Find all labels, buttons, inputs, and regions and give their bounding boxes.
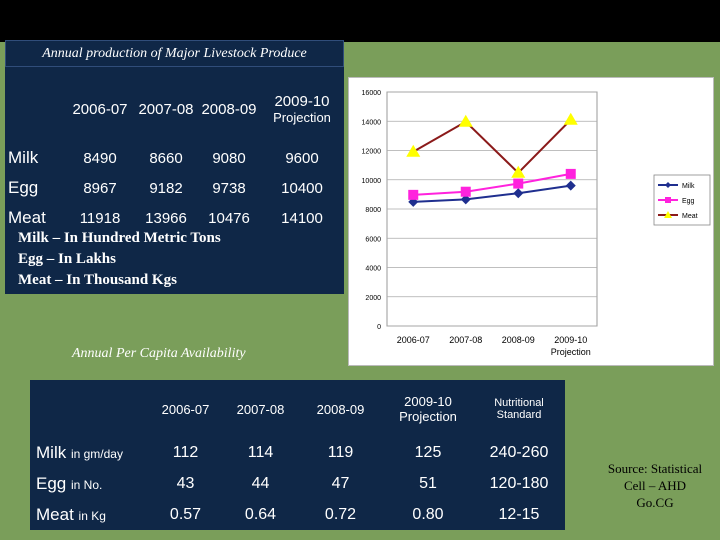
y-tick-label: 12000 [361, 148, 381, 156]
per-capita-header-row [30, 380, 565, 438]
cell: 10400 [281, 179, 323, 197]
pc-header-nutritional-standard [473, 380, 565, 438]
cell: 51 [419, 474, 437, 492]
x-tick-label: 2009-10 [554, 335, 588, 345]
header-2006-07: 2006-07 [72, 100, 128, 118]
pc-header-nutritional: Nutritional [494, 397, 544, 409]
header-2008-09: 2008-09 [201, 100, 257, 118]
pc-header-2006-07: 2006-07 [161, 401, 210, 417]
pc-unit-milk: in gm/day [70, 447, 123, 462]
source-line-2: Cell – AHD [623, 478, 687, 493]
table-row [30, 499, 565, 530]
unit-milk: Milk – In Hundred Metric Tons [18, 230, 221, 246]
pc-row-label-egg: Egg in No. [36, 473, 103, 493]
top-title-bar [0, 0, 720, 42]
pc-header-2009-10 [383, 380, 473, 438]
source-line-1: Source: Statistical [607, 461, 703, 476]
table-row [30, 438, 565, 469]
source-note [582, 460, 720, 511]
y-tick-label: 10000 [361, 177, 381, 185]
cell: 13966 [145, 209, 187, 227]
unit-egg: Egg – In Lakhs [18, 251, 116, 267]
legend-label-meat: Meat [682, 213, 698, 220]
per-capita-table [30, 380, 565, 530]
cell: 8967 [83, 179, 117, 197]
row-label-meat: Meat [8, 208, 46, 227]
legend-label-egg: Egg [682, 198, 695, 205]
header-2009-10-year: 2009-10 [274, 93, 330, 110]
y-tick-label: 2000 [365, 294, 381, 302]
units-note [18, 228, 221, 291]
row-label-egg: Egg [8, 178, 39, 197]
table-row [5, 173, 345, 203]
production-panel [5, 67, 344, 294]
pc-header-standard: Standard [496, 409, 542, 421]
data-point-egg [408, 190, 418, 200]
per-capita-title: Annual Per Capita Availability [72, 346, 246, 361]
cell: 43 [176, 474, 195, 492]
y-tick-label: 4000 [365, 265, 381, 273]
cell: 11918 [79, 209, 121, 227]
data-point-egg [513, 179, 523, 189]
cell: 120-180 [489, 474, 549, 492]
data-point-egg [461, 187, 471, 197]
cell: 12-15 [498, 505, 540, 523]
cell: 0.72 [324, 505, 357, 523]
cell: 112 [172, 444, 199, 462]
per-capita-panel [30, 380, 565, 530]
pc-header-2008-09: 2008-09 [316, 401, 365, 417]
pc-header-2009-10-year: 2009-10 [404, 394, 452, 409]
source-line-3: Go.CG [636, 495, 674, 510]
header-projection: Projection [273, 110, 331, 125]
production-title: Annual production of Major Livestock Produce [5, 40, 344, 67]
x-tick-sublabel: Projection [550, 347, 591, 357]
cell: 0.57 [169, 505, 202, 523]
corner-cell [30, 380, 148, 438]
cell: 10476 [208, 209, 250, 227]
data-point-egg [566, 169, 576, 179]
table-row [5, 143, 345, 173]
pc-unit-egg: in No. [70, 477, 103, 492]
header-2007-08: 2007-08 [138, 100, 194, 118]
cell: 0.80 [412, 505, 444, 523]
pc-header-2007-08: 2007-08 [236, 401, 285, 417]
cell: 240-260 [489, 444, 549, 462]
y-tick-label: 6000 [365, 236, 381, 244]
y-tick-label: 16000 [361, 90, 381, 97]
production-table [5, 75, 345, 233]
unit-meat: Meat – In Thousand Kgs [18, 272, 177, 288]
cell: 125 [414, 444, 442, 462]
cell: 114 [247, 444, 274, 462]
pc-unit-meat: in Kg [78, 508, 106, 523]
header-2009-10 [259, 75, 345, 143]
y-tick-label: 0 [377, 324, 381, 331]
x-tick-label: 2007-08 [449, 335, 483, 345]
cell: 47 [331, 474, 350, 492]
cell: 9080 [212, 149, 246, 167]
cell: 8490 [83, 149, 117, 167]
legend-marker-egg [665, 197, 671, 203]
cell: 9738 [212, 179, 246, 197]
cell: 14100 [281, 209, 323, 227]
x-tick-label: 2008-09 [501, 335, 535, 345]
cell: 119 [327, 444, 354, 462]
table-row [30, 469, 565, 500]
cell: 9182 [149, 179, 183, 197]
cell: 9600 [285, 149, 319, 167]
line-chart-svg [349, 78, 713, 365]
cell: 8660 [149, 149, 183, 167]
pc-header-projection: Projection [399, 409, 457, 424]
legend-label-milk: Milk [682, 183, 695, 190]
x-tick-label: 2006-07 [396, 335, 430, 345]
production-chart [348, 77, 714, 366]
y-tick-label: 8000 [365, 207, 381, 214]
row-label-milk: Milk [8, 148, 39, 167]
pc-row-label-meat: Meat in Kg [36, 504, 106, 524]
cell: 0.64 [244, 505, 277, 523]
y-tick-label: 14000 [361, 119, 381, 127]
corner-cell [5, 75, 67, 143]
pc-row-label-milk: Milk in gm/day [36, 443, 123, 463]
cell: 44 [251, 474, 270, 492]
